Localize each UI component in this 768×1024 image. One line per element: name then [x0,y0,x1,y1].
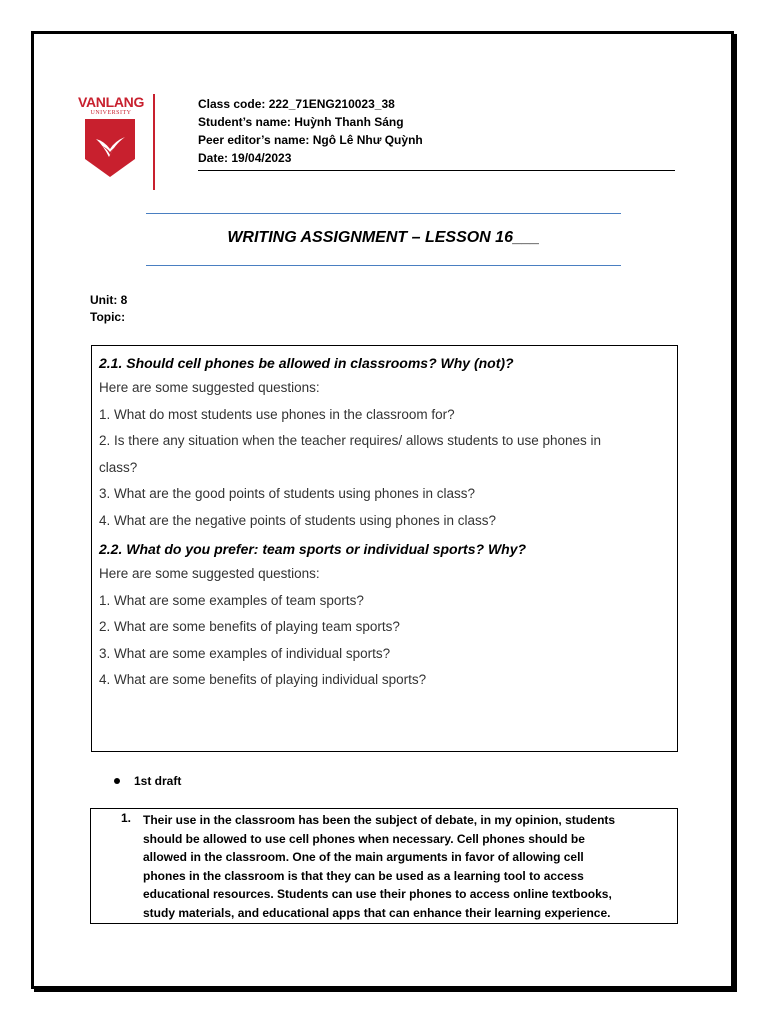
essay-line: educational resources. Students can use their phones to access online textbooks, [143,887,612,901]
prompt-heading-1: 2.1. Should cell phones be allowed in classrooms? Why (not)? [99,355,514,371]
header-underline [198,170,675,171]
prompt-question: 1. What do most students use phones in the classroom for? [99,406,455,422]
prompt-question: 4. What are the negative points of students using phones in class? [99,512,496,528]
logo-wordmark: VANLANG [77,94,145,110]
prompt-heading-2: 2.2. What do you prefer: team sports or individual sports? Why? [99,541,527,557]
logo-divider [153,94,155,190]
essay-box [90,808,678,924]
header-info [198,95,423,167]
class-code: Class code: 222_71ENG210023_38 [198,97,395,111]
essay-line: should be allowed to use cell phones when necessary. Cell phones should be [143,831,585,846]
shield-icon [85,119,135,177]
prompt-box [91,345,678,752]
prompt-question: 1. What are some examples of team sports? [99,592,364,608]
page-title: WRITING ASSIGNMENT – LESSON 16___ [227,229,540,246]
essay-line: phones in the classroom is that they can be used as a learning tool to access [143,868,584,883]
prompt-question: class? [99,459,138,475]
topic-label: Topic: [90,310,126,324]
prompt-question: 3. What are the good points of students using phones in class? [99,486,475,501]
prompt-question: 4. What are some benefits of playing individual sports? [99,672,427,687]
logo-subtitle: UNIVERSITY [90,110,132,116]
university-logo [72,94,156,190]
essay-line: allowed in the classroom. One of the main arguments in favor of allowing cell [143,850,584,864]
student-name: Student’s name: Huỳnh Thanh Sáng [198,115,404,129]
unit-topic [90,292,127,326]
essay-line: Their use in the classroom has been the subject of debate, in my opinion, students [143,813,616,827]
prompt-question: 2. What are some benefits of playing team sports? [99,619,400,634]
peer-editor-name: Peer editor’s name: Ngô Lê Như Quỳnh [198,133,423,147]
essay-item-number: 1. [121,811,132,825]
essay-text [143,811,673,922]
prompt-intro-2: Here are some suggested questions: [99,566,320,581]
bullet-icon [114,778,120,784]
unit-label: Unit: 8 [90,293,128,307]
draft-label-text: 1st draft [134,774,182,788]
date: Date: 19/04/2023 [198,151,292,165]
prompt-question: 3. What are some examples of individual sports? [99,645,391,661]
prompt-intro-1: Here are some suggested questions: [99,380,320,395]
essay-line: study materials, and educational apps that can enhance their learning experience. [143,905,611,920]
title-rule-top [146,213,621,214]
draft-label [114,774,181,788]
prompt-question: 2. Is there any situation when the teacher requires/ allows students to use phones in [99,433,602,448]
title-rule-bottom [146,265,621,266]
